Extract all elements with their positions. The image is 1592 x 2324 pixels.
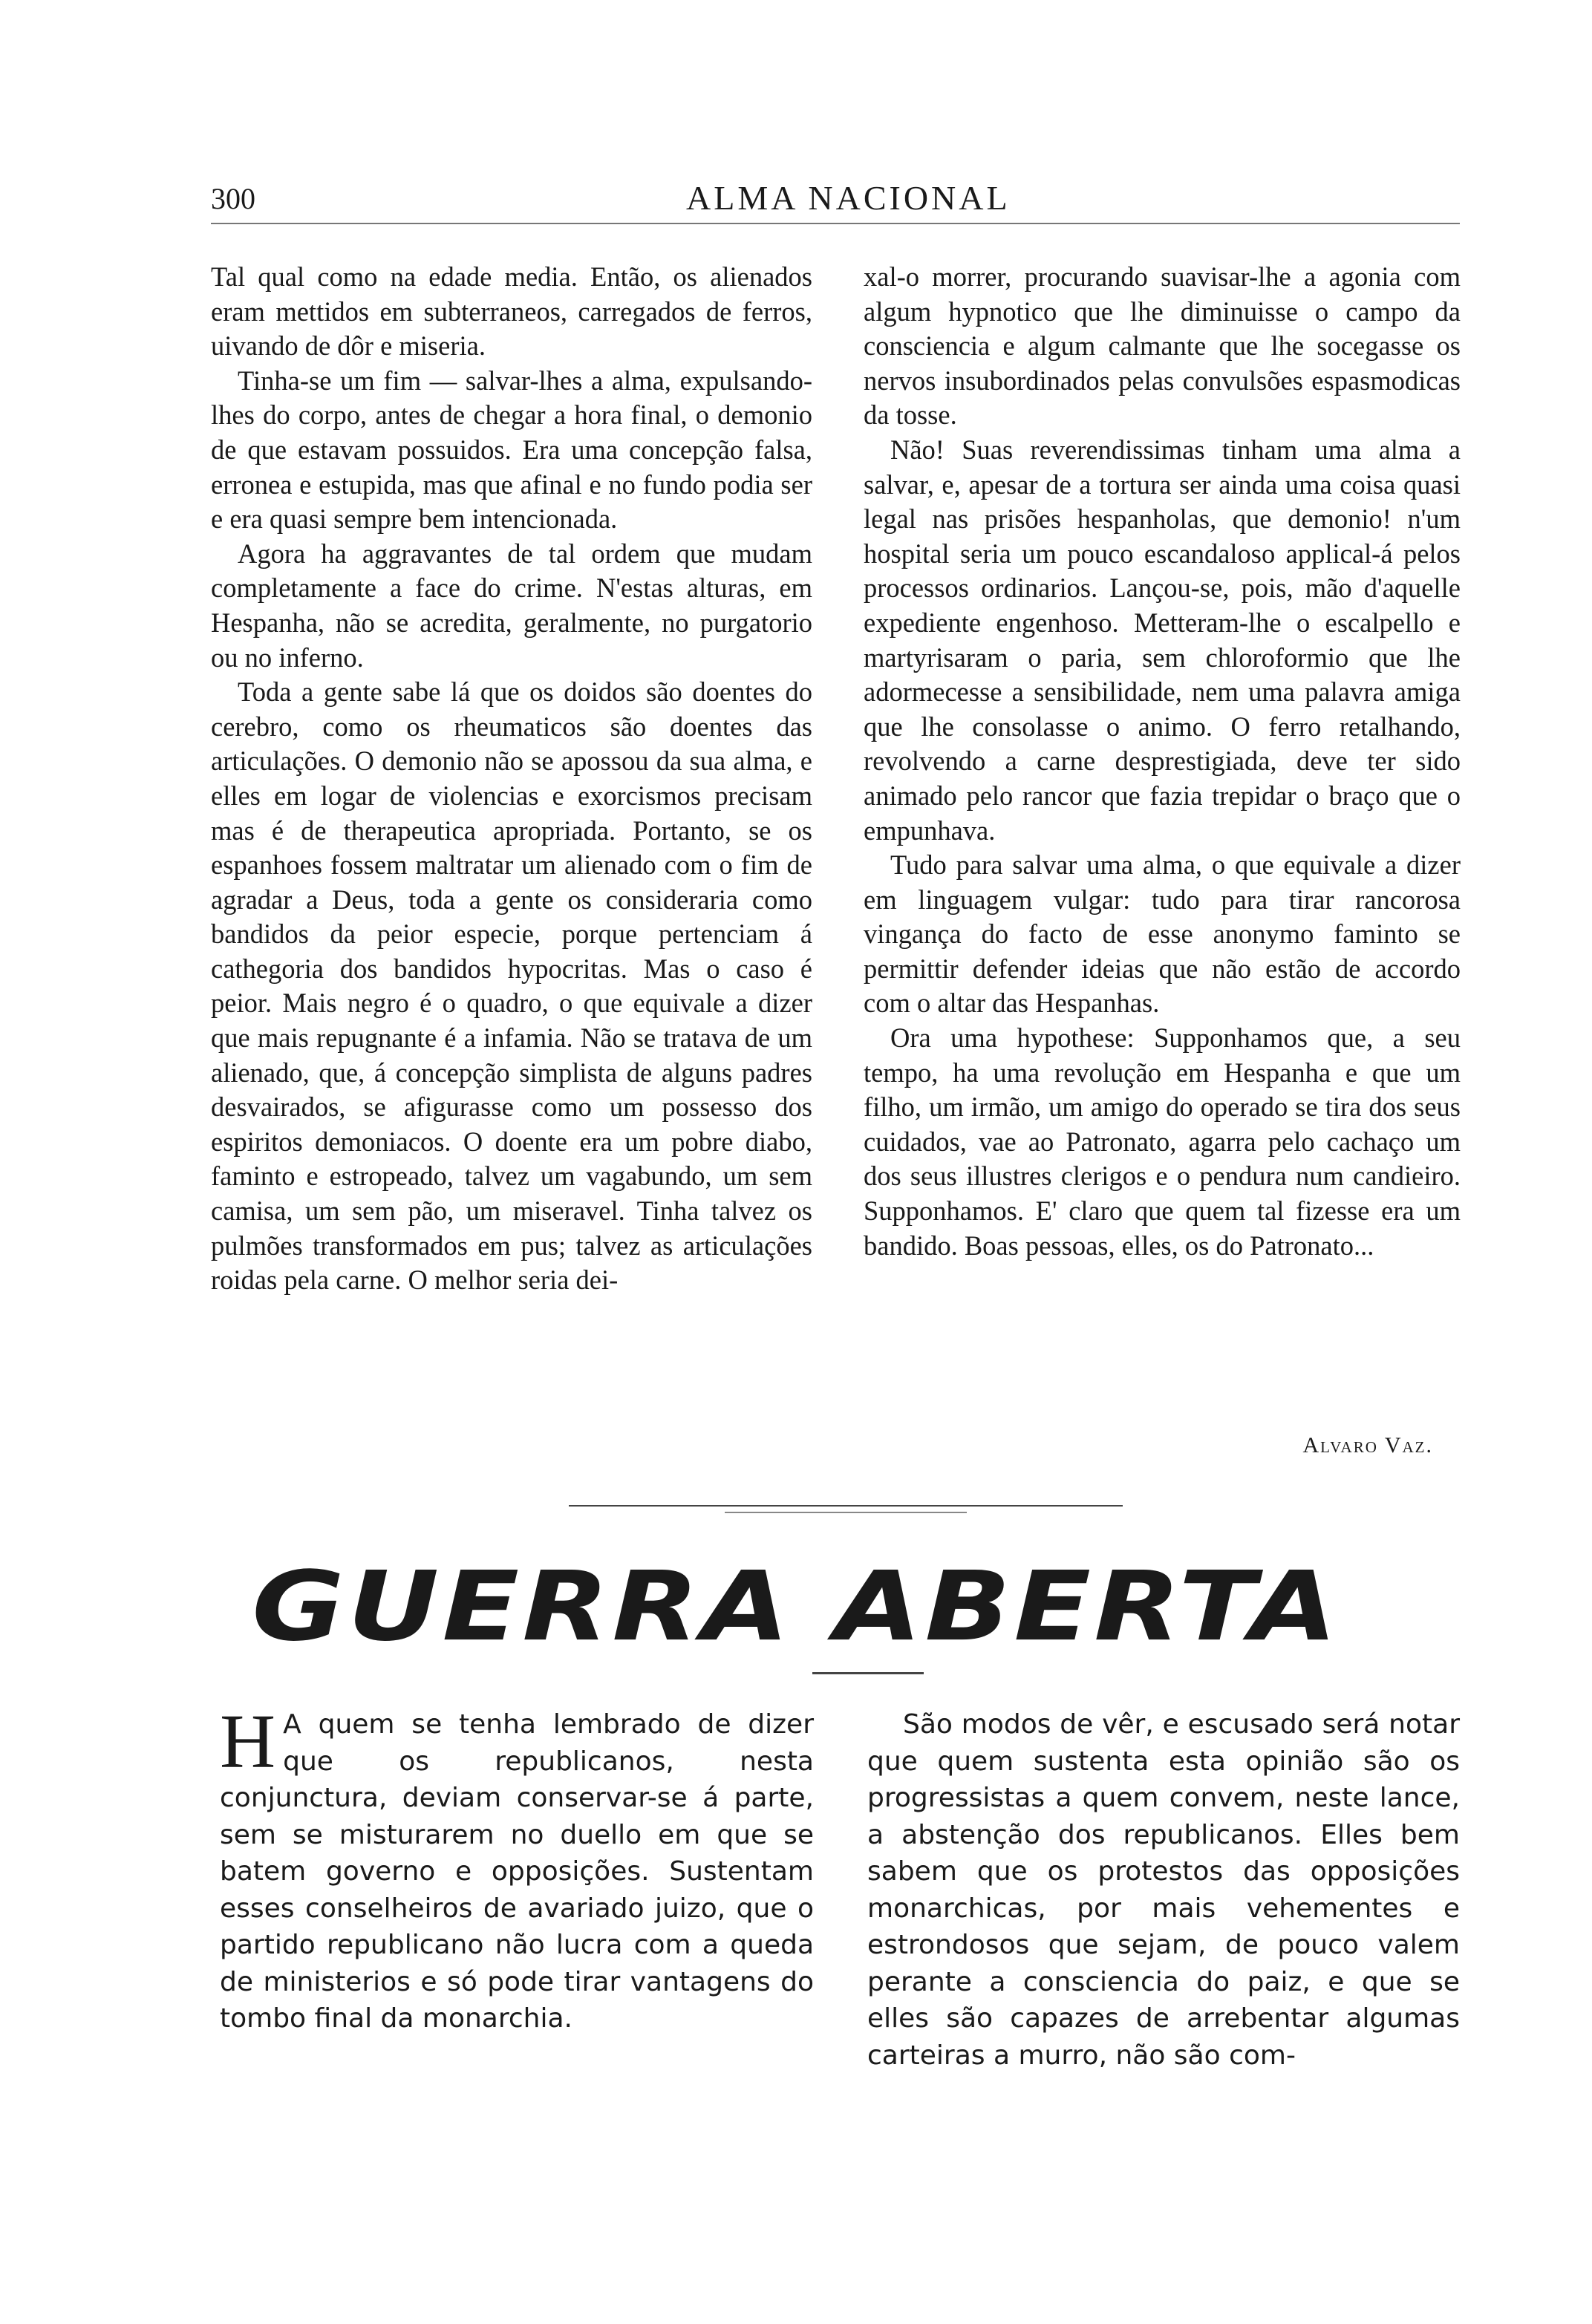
article-title: GUERRA ABERTA [252,1550,1340,1662]
article2-right-column [867,1706,1460,2074]
article2-left-column [220,1699,814,2037]
paragraph: Ora uma hypothese: Supponhamos que, a seu tempo, ha uma revolução em Hespanha e que um filho, um irmão, um amigo do operado se tira dos seus cuidados, vae ao Patronato, agarra pelo cachaço um dos seus illustres clerigos e o pendura num candieiro. Supponhamos. E' claro que quem tal fizesse era um bandido. Boas pessoas, elles, os do Patronato... [864,1022,1461,1261]
paragraph: xal-o morrer, procurando suavisar-lhe a agonia com algum hypnotico que lhe diminuisse o campo da consciencia e algum calmante que lhe socegasse os nervos insubordinados pelas convulsões espasmodicas da tosse. [864,261,1461,431]
title-underline [812,1672,924,1674]
running-title: ALMA NACIONAL [686,179,1011,217]
drop-cap: H [220,1699,276,1784]
paragraph [220,1699,814,2037]
paragraph: Agora ha aggravantes de tal ordem que mudam completamente a face do crime. N'estas alturas, em Hespanha, não se acredita, geralmente, no purgatorio ou no inferno. [211,538,812,673]
article1-left-column [211,260,812,1298]
paragraph-text: quem se tenha lembrado de dizer que os republicanos, nesta conjunctura, deviam conservar-se á parte, sem se misturarem no duello em que se batem governo e opposições. Sustentam esses conselheiros de avariado juizo, que o partido republicano não lucra com a queda de ministerios e só pode tirar vantagens do tombo final da monarchia. [220,1709,814,2034]
paragraph: Tudo para salvar uma alma, o que equivale a dizer em linguagem vulgar: tudo para tirar rancorosa vingança do facto de esse anonymo faminto se permittir defender ideias que não estão de accordo com o altar das Hespanhas. [864,849,1461,1019]
paragraph: São modos de vêr, e escusado será notar que quem sustenta esta opinião são os progressistas a quem convem, neste lance, a abstenção dos republicanos. Elles bem sabem que os protestos das opposições monarchicas, por mais vehementes e estrondosos que sejam, de pouco valem perante a consciencia do paiz, e que se elles são capazes de arrebentar algumas carteiras a murro, não são com- [867,1709,1460,2071]
paragraph: Toda a gente sabe lá que os doidos são doentes do cerebro, como os rheumaticos são doentes das articulações. O demonio não se apossou da sua alma, e elles em logar de violencias e exorcismos precisam mas é de therapeutica apropriada. Portanto, se os espanhoes fossem maltratar um alienado com o fim de agradar a Deus, toda a gente os consideraria como bandidos da peior especie, porque pertenciam á cathegoria dos bandidos hypocritas. Mas o caso é peior. Mais negro é o quadro, o que equivale a dizer que mais repugnante é a infamia. Não se tratava de um alienado, que, á concepção simplista de alguns padres desvairados, se afigurasse como um possesso dos espiritos demoniacos. O doente era um pobre diabo, faminto e estropeado, talvez um vagabundo, um sem camisa, um sem pão, um miseravel. Tinha talvez os pulmões transformados em pus; talvez as articulações roidas pela carne. O melhor seria dei- [211,676,812,1296]
paragraph: Tal qual como na edade media. Então, os alienados eram mettidos em subterraneos, carregados de ferros, uivando de dôr e miseria. [211,261,812,362]
separator-rule-bottom [725,1512,967,1513]
page-number: 300 [211,182,255,215]
article1-right-column [864,260,1461,1263]
separator-rule-top [569,1505,1123,1507]
paragraph: Não! Suas reverendissimas tinham uma alma a salvar, e, apesar de a tortura ser ainda uma coisa quasi legal nas prisões hespanholas, que demonio! n'um hospital seria um pouco escandaloso applical-á pelos processos ordinarios. Lançou-se, pois, mão d'aquelle expediente engenhoso. Metteram-lhe o escalpello e martyrisaram o paria, sem chloroformio que lhe adormecesse a sensibilidade, nem uma palavra amiga que lhe consolasse o animo. O ferro retalhando, revolvendo a carne desprestigiada, deve ter sido animado pelo rancor que fazia trepidar o braço que o empunhava. [864,434,1461,846]
author-signature: Alvaro Vaz. [1302,1433,1433,1458]
header-rule [211,223,1460,224]
paragraph: Tinha-se um fim — salvar-lhes a alma, expulsando-lhes do corpo, antes de chegar a hora final, o demonio de que estavam possuidos. Era uma concepção falsa, erronea e estupida, mas que afinal e no fundo podia ser e era quasi sempre bem intencionada. [211,365,812,535]
first-letter: A [283,1709,301,1740]
